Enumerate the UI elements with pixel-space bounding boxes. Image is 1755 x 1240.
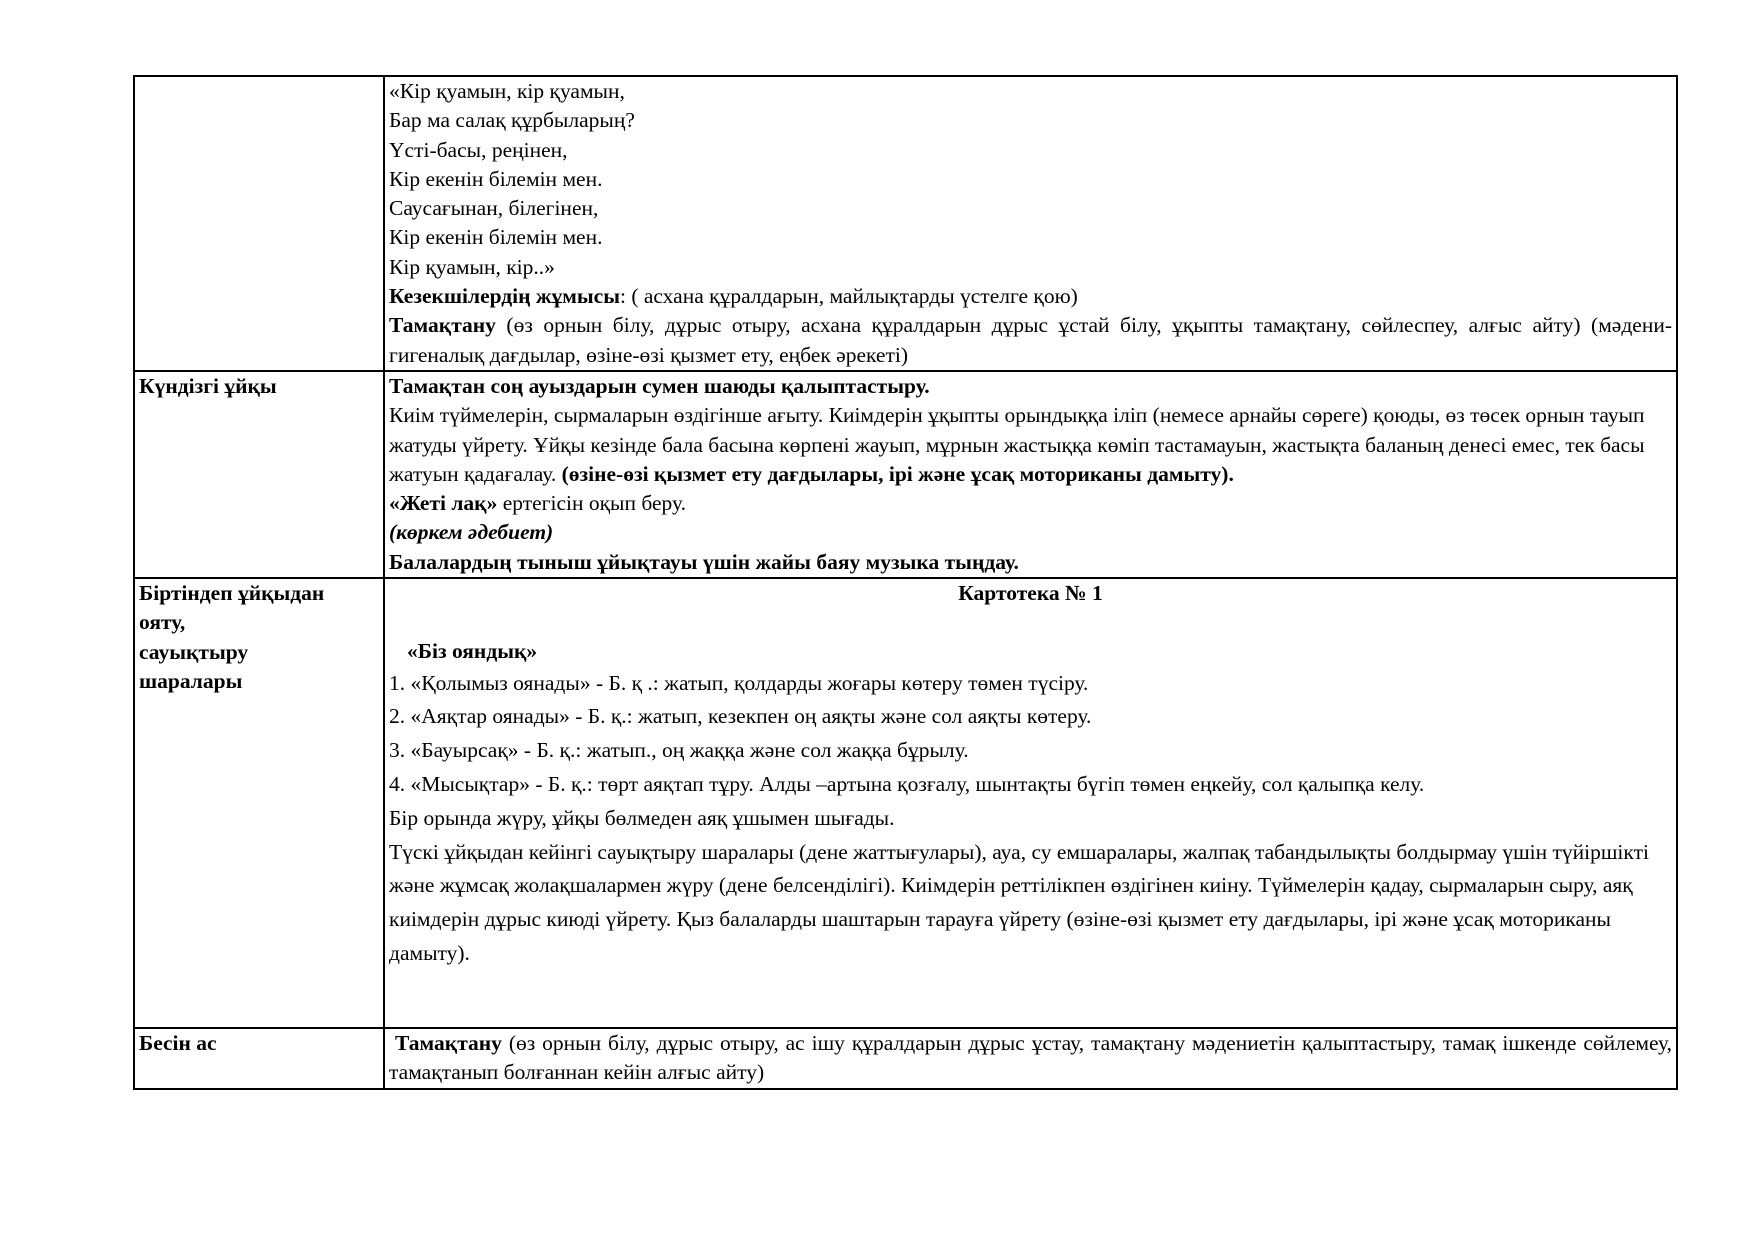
- duty-text: : ( асхана құралдарын, майлықтарды үстелге қою): [620, 284, 1078, 309]
- music-line: Балалардың тыныш ұйықтауы үшін жайы баяу музыка тыңдау.: [389, 549, 1019, 574]
- meal-heading: Тамақтану: [389, 313, 496, 338]
- poem-line: Үсті-басы, реңінен,: [389, 137, 568, 162]
- tale-line: [389, 489, 1672, 518]
- row-content: [384, 371, 1677, 578]
- list-item: 4. «Мысықтар» - Б. қ.: төрт аяқтап тұру. Алды –артына қозғалу, шынтақты бүгіп төмен еңкейу, сол қалыпқа келу.: [389, 772, 1425, 797]
- poem-line: «Кір қуамын, кір қуамын,: [389, 79, 625, 103]
- rinse-instruction: Тамақтан соң ауыздарын сумен шаюды қалыптастыру.: [389, 373, 930, 398]
- schedule-table: [133, 75, 1678, 1090]
- row-label: [134, 76, 384, 371]
- spacer: [389, 608, 1672, 637]
- table-row: [134, 578, 1677, 1028]
- tale-note: (көркем әдебиет): [389, 520, 554, 545]
- label-line: ояту,: [139, 610, 186, 635]
- tale-text: ертегісін оқып беру.: [497, 491, 686, 516]
- meal-heading: Тамақтану: [395, 1031, 502, 1056]
- sleep-text: Киім түймелерін, сырмаларын өздігінше ағыту. Киімдерін ұқыпты орындыққа іліп (немесе арнайы сөреге) қоюды, өз төсек орнын тауып жатуды үйрету. Ұйқы кезінде бала басына көрпені жауып, мұрнын жастыққа көміп тастамауын, жастықта баланың денесі емес, тек басы жатуын қадағалау.: [389, 403, 1645, 486]
- label-line: шаралары: [139, 668, 243, 693]
- row-content: [384, 578, 1677, 1028]
- list-item: 1. «Қолымыз оянады» - Б. қ .: жатып, қолдарды жоғары көтеру төмен түсіру.: [389, 670, 1089, 695]
- row-label: Бесін ас: [134, 1028, 384, 1089]
- health-paragraph: Түскі ұйқыдан кейінгі сауықтыру шаралары (дене жаттығулары), ауа, су емшаралары, жалпақ табандылықты болдырмау үшін түйіршікті және жұмсақ жолақшалармен жүру (дене белсенділігі). Киімдерін реттілікпен өздігінен киіну. Түймелерін қадау, сырмаларын сыру, аяқ киімдерін дұрыс киюді үйрету. Қыз балаларды шаштарын тарауға үйрету (өзіне-өзі қызмет ету дағдылары, ірі және ұсақ моториканы дамыту).: [389, 839, 1649, 966]
- row-content: [384, 76, 1677, 371]
- tale-title: «Жеті лақ»: [389, 491, 498, 516]
- sleep-paragraph: [389, 401, 1672, 489]
- poem-line: Кір екенін білемін мен.: [389, 225, 603, 250]
- list-item: 3. «Бауырсақ» - Б. қ.: жатып., оң жаққа және сол жаққа бұрылу.: [389, 738, 969, 763]
- sleep-skills: (өзіне-өзі қызмет ету дағдылары, ірі және ұсақ моториканы дамыту).: [561, 461, 1234, 486]
- poem-line: Бар ма салақ құрбыларың?: [389, 108, 635, 133]
- table-row: [134, 371, 1677, 578]
- row-content: [384, 1028, 1677, 1089]
- label-line: сауықтыру: [139, 639, 249, 664]
- meal-paragraph: [389, 311, 1672, 370]
- poem-line: Саусағынан, білегінен,: [389, 196, 599, 221]
- poem-line: Кір екенін білемін мен.: [389, 166, 603, 191]
- table-row: [134, 76, 1677, 371]
- walk-line: Бір орында жүру, ұйқы бөлмеден аяқ ұшымен шығады.: [389, 805, 895, 830]
- duty-heading: Кезекшілердің жұмысы: [389, 284, 620, 309]
- game-title: «Біз ояндық»: [407, 639, 538, 664]
- table-row: [134, 1028, 1677, 1089]
- card-title: Картотека № 1: [958, 581, 1103, 606]
- row-label: [134, 578, 384, 1028]
- meal-text: (өз орнын білу, дұрыс отыру, асхана құралдарын дұрыс ұстай білу, ұқыпты тамақтану, сөйлеспеу, алғыс айту) (мәдени-гигеналық дағдылар, өзіне-өзі қызмет ету, еңбек әрекеті): [389, 313, 1672, 367]
- row-label: Күндізгі ұйқы: [134, 371, 384, 578]
- exercise-list: [389, 667, 1672, 971]
- label-line: Біртіндеп ұйқыдан: [139, 581, 325, 606]
- duty-paragraph: [389, 282, 1672, 311]
- list-item: 2. «Аяқтар оянады» - Б. қ.: жатып, кезекпен оң аяқты және сол аяқты көтеру.: [389, 704, 1092, 729]
- poem-line: Кір қуамын, кір..»: [389, 254, 555, 279]
- meal-text: (өз орнын білу, дұрыс отыру, ас ішу құралдарын дұрыс ұстау, тамақтану мәдениетін қалыптастыру, тамақ ішкенде сөйлемеу, тамақтанып болғаннан кейін алғыс айту): [389, 1031, 1672, 1085]
